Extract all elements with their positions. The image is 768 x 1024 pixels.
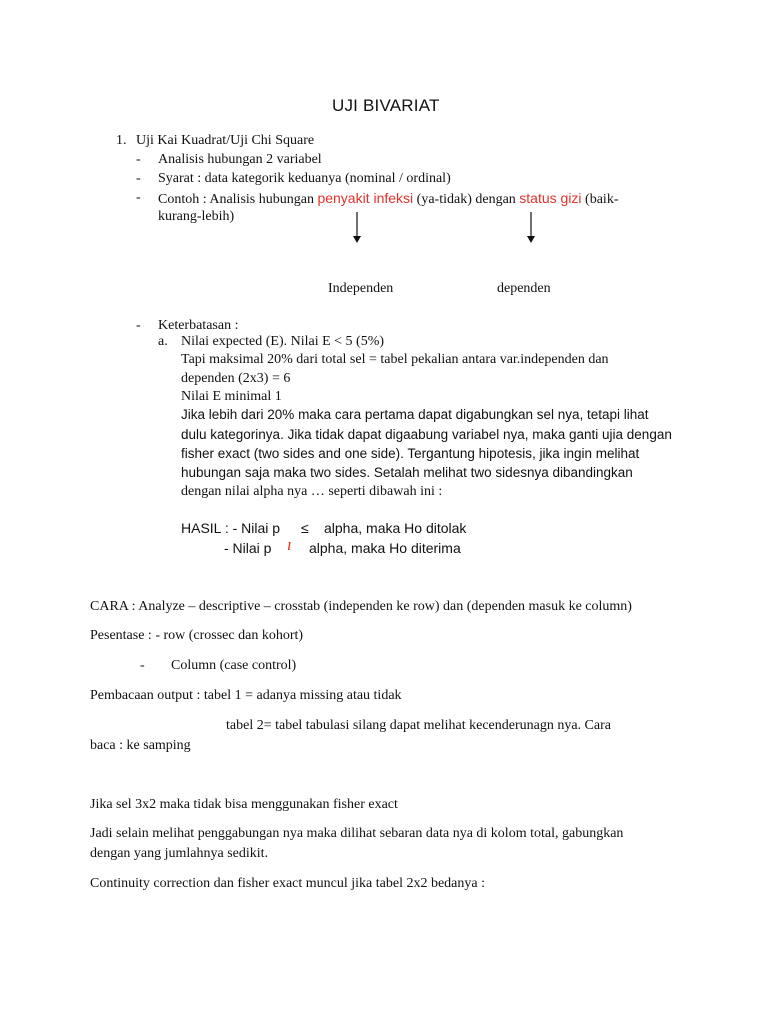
contoh-text: (baik- — [581, 192, 619, 207]
contoh-text: Contoh : Analisis hubungan — [158, 192, 318, 207]
pesentase-text: Pesentase : - row (crossec dan kohort) — [90, 628, 304, 643]
greater-symbol-mark: ı — [287, 535, 292, 554]
bullet-contoh — [158, 189, 618, 209]
list-number: 1. — [116, 133, 127, 148]
bullet-syarat: Syarat : data kategorik keduanya (nominal / ordinal) — [158, 171, 451, 186]
sub-a-line: dependen (2x3) = 6 — [181, 371, 291, 386]
sub-a-line: Tapi maksimal 20% dari total sel = tabel pekalian antara var.independen dan — [181, 352, 609, 367]
keterbatasan-heading: Keterbatasan : — [158, 318, 239, 333]
sub-a-line: Nilai E minimal 1 — [181, 389, 282, 404]
tabel2-text: tabel 2= tabel tabulasi silang dapat melihat kecenderunagn nya. Cara — [226, 718, 611, 733]
page-title: UJI BIVARIAT — [332, 96, 440, 115]
sub-a-line: Jika lebih dari 20% maka cara pertama dapat digabungkan sel nya, tetapi lihat — [181, 407, 649, 422]
contoh-text: (ya-tidak) dengan — [413, 192, 520, 207]
column-text: Column (case control) — [171, 658, 297, 673]
hasil-ditolak: alpha, maka Ho ditolak — [324, 520, 467, 536]
bullet-analisis: Analisis hubungan 2 variabel — [158, 152, 322, 167]
sub-a-text: Nilai expected (E). Nilai E < 5 (5%) — [181, 334, 385, 349]
column-dash: - — [140, 658, 145, 673]
sub-a-line: hubungan saja maka two sides. Setalah melihat two sidesnya dibandingkan — [181, 465, 633, 480]
hasil-diterima: alpha, maka Ho diterima — [309, 540, 461, 556]
label-independen: Independen — [328, 281, 394, 296]
hasil-label: HASIL : - Nilai p — [181, 520, 281, 536]
pembacaan-text: Pembacaan output : tabel 1 = adanya missing atau tidak — [90, 688, 402, 703]
continuity-text: Continuity correction dan fisher exact muncul jika tabel 2x2 bedanya : — [90, 876, 485, 891]
highlight-status-gizi: status gizi — [519, 190, 582, 206]
sub-a-line: dengan nilai alpha nya … seperti dibawah ini : — [181, 484, 443, 499]
down-arrow-icon — [350, 212, 364, 244]
sub-a-line: dulu kategorinya. Jika tidak dapat digaabung variabel nya, maka ganti ujia dengan — [181, 427, 672, 442]
hasil-nilai-p: - Nilai p — [224, 540, 272, 556]
item-heading: Uji Kai Kuadrat/Uji Chi Square — [136, 133, 315, 148]
sub-a-line: fisher exact (two sides and one side). Tergantung hipotesis, jika ingin melihat — [181, 446, 640, 461]
bullet-dash: - — [136, 190, 141, 205]
less-equal-symbol: ≤ — [301, 520, 309, 536]
down-arrow-icon — [524, 212, 538, 244]
jadi-text-line2: dengan yang jumlahnya sedikit. — [90, 846, 269, 861]
bullet-dash: - — [136, 318, 141, 333]
tabel2-text-line2: baca : ke samping — [90, 738, 191, 753]
bullet-dash: - — [136, 152, 141, 167]
highlight-penyakit-infeksi: penyakit infeksi — [317, 190, 414, 206]
cara-text: CARA : Analyze – descriptive – crosstab (independen ke row) dan (dependen masuk ke column) — [90, 599, 632, 614]
bullet-contoh-line2: kurang-lebih) — [158, 209, 235, 224]
sub-list-letter: a. — [158, 334, 168, 349]
jika-sel-text: Jika sel 3x2 maka tidak bisa menggunakan fisher exact — [90, 797, 398, 812]
bullet-dash: - — [136, 171, 141, 186]
jadi-text: Jadi selain melihat penggabungan nya maka dilihat sebaran data nya di kolom total, gabungkan — [90, 826, 624, 841]
label-dependen: dependen — [497, 281, 551, 296]
